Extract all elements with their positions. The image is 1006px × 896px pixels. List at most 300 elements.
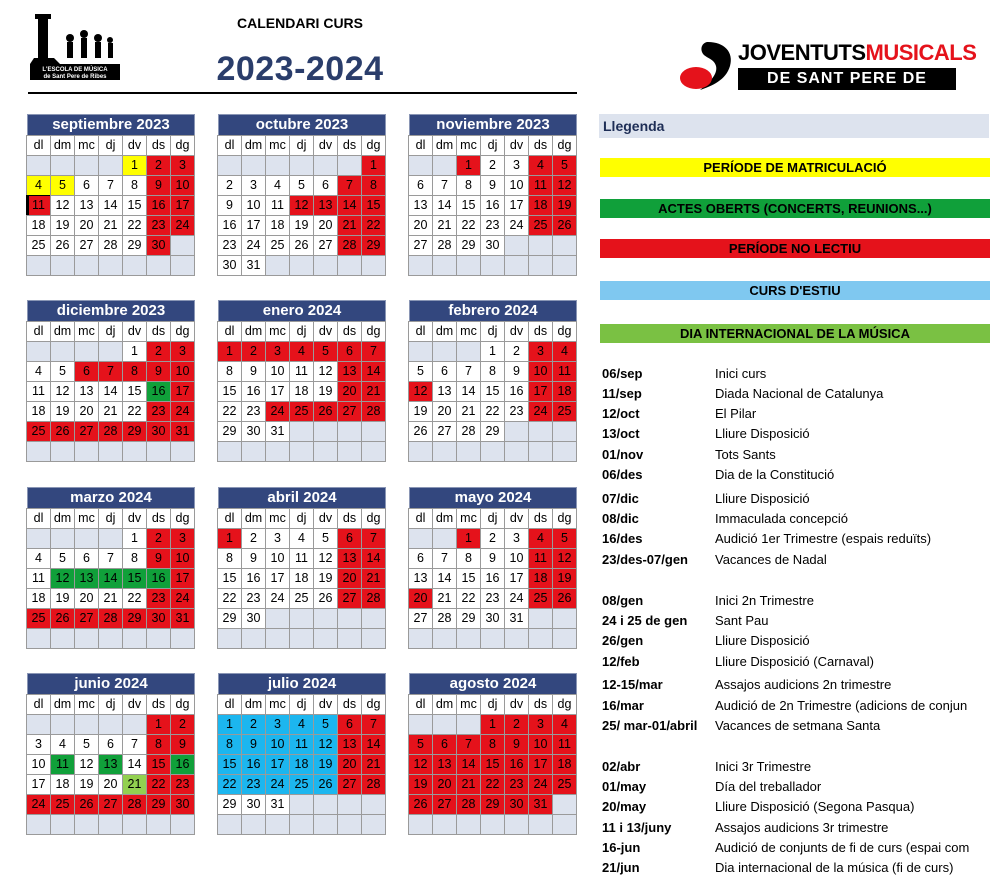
day-cell: 24 [26,794,51,815]
day-cell: 11 [528,175,553,196]
day-cell: 26 [552,588,577,609]
day-cell: 8 [217,548,242,569]
day-cell: 3 [170,155,195,176]
day-cell: 8 [122,548,147,569]
empty-cell [170,235,195,256]
day-cell: 22 [217,774,242,795]
empty-cell [50,155,75,176]
day-cell: 20 [74,401,99,422]
weekday-label: dl [408,321,433,342]
page-title: 2023-2024 [216,50,384,88]
empty-cell [265,814,290,835]
empty-cell [98,628,123,649]
day-cell: 5 [313,341,338,362]
empty-cell [361,441,386,462]
day-cell: 18 [552,754,577,775]
month-8 [409,487,577,649]
empty-cell [504,441,529,462]
empty-cell [408,441,433,462]
day-cell: 17 [265,381,290,402]
day-cell: 10 [26,754,51,775]
day-cell: 9 [480,175,505,196]
event-description: Inici 3r Trimestre [715,759,812,774]
day-cell: 12 [50,568,75,589]
day-cell: 21 [122,774,147,795]
empty-cell [361,421,386,442]
day-cell: 18 [26,401,51,422]
event-description: Lliure Disposició [715,491,810,506]
day-cell: 11 [289,548,314,569]
day-cell: 21 [98,401,123,422]
empty-cell [337,628,362,649]
weekday-label: mc [265,321,290,342]
day-cell: 3 [265,714,290,735]
day-cell: 15 [217,381,242,402]
empty-cell [528,441,553,462]
day-cell: 10 [504,548,529,569]
day-cell: 29 [480,794,505,815]
event-row [602,653,1002,671]
event-description: Lliure Disposició (Carnaval) [715,654,874,669]
day-cell: 26 [50,608,75,629]
day-cell: 10 [265,548,290,569]
day-cell: 24 [528,774,553,795]
weekday-label: dv [122,135,147,156]
day-cell: 25 [289,588,314,609]
day-cell: 20 [74,215,99,236]
event-date: 16/des [602,531,643,546]
day-cell: 14 [432,568,457,589]
day-cell: 3 [528,341,553,362]
day-cell: 7 [361,341,386,362]
event-description: Lliure Disposició [715,633,810,648]
day-cell: 24 [170,401,195,422]
day-cell: 25 [50,794,75,815]
empty-cell [50,255,75,276]
day-cell: 26 [408,421,433,442]
day-cell: 30 [504,794,529,815]
day-cell: 27 [74,608,99,629]
empty-cell [337,255,362,276]
day-cell: 21 [361,568,386,589]
empty-cell [528,235,553,256]
day-cell: 1 [217,528,242,549]
day-cell: 29 [361,235,386,256]
day-cell: 28 [122,794,147,815]
day-cell: 19 [552,195,577,216]
day-cell: 19 [408,774,433,795]
day-cell: 6 [408,175,433,196]
day-cell: 15 [480,381,505,402]
day-cell: 21 [361,754,386,775]
day-cell: 12 [74,754,99,775]
empty-cell [74,155,99,176]
empty-cell [50,714,75,735]
event-row [602,510,1002,528]
day-cell: 23 [241,401,266,422]
day-cell: 11 [26,195,51,216]
day-cell: 8 [361,175,386,196]
day-cell: 12 [50,381,75,402]
empty-cell [361,608,386,629]
empty-cell [170,814,195,835]
empty-cell [552,235,577,256]
month-title: abril 2024 [218,487,386,509]
day-cell: 14 [337,195,362,216]
weekday-label: dl [26,321,51,342]
event-date: 16-jun [602,840,641,855]
weekday-label: dv [122,321,147,342]
empty-cell [552,255,577,276]
weekday-label: ds [146,508,171,529]
empty-cell [313,441,338,462]
day-cell: 7 [98,361,123,382]
day-cell: 24 [265,588,290,609]
empty-cell [50,628,75,649]
day-cell: 4 [289,714,314,735]
event-description: Tots Sants [715,447,776,462]
day-cell: 9 [170,734,195,755]
weekday-label: mc [456,694,481,715]
day-cell: 13 [337,734,362,755]
empty-cell [50,814,75,835]
day-cell: 10 [265,734,290,755]
day-cell: 9 [504,734,529,755]
day-cell: 9 [217,195,242,216]
day-cell: 18 [50,774,75,795]
day-cell: 10 [170,175,195,196]
event-date: 26/gen [602,633,644,648]
day-cell: 3 [265,528,290,549]
empty-cell [480,255,505,276]
day-cell: 22 [122,215,147,236]
empty-cell [265,155,290,176]
day-cell: 23 [217,235,242,256]
empty-cell [528,421,553,442]
day-cell: 27 [98,794,123,815]
day-cell: 6 [74,361,99,382]
day-cell: 30 [480,235,505,256]
day-cell: 27 [432,794,457,815]
day-cell: 8 [217,734,242,755]
empty-cell [241,628,266,649]
month-days [218,322,386,462]
day-cell: 6 [337,528,362,549]
empty-cell [337,608,362,629]
day-cell: 22 [122,401,147,422]
empty-cell [98,155,123,176]
weekday-label: dg [552,321,577,342]
empty-cell [432,155,457,176]
empty-cell [528,255,553,276]
empty-cell [480,628,505,649]
empty-cell [408,628,433,649]
empty-cell [146,441,171,462]
day-cell: 21 [456,774,481,795]
weekday-label: dj [480,694,505,715]
weekday-label: dl [26,694,51,715]
day-cell: 15 [456,568,481,589]
weekday-label: ds [337,508,362,529]
day-cell: 2 [146,528,171,549]
month-title: junio 2024 [27,673,195,695]
event-description: Día del treballador [715,779,822,794]
month-days [409,322,577,462]
weekday-label: mc [456,508,481,529]
day-cell: 6 [432,361,457,382]
weekday-label: mc [74,694,99,715]
day-cell: 1 [146,714,171,735]
empty-cell [456,814,481,835]
day-cell: 25 [528,215,553,236]
event-description: Dia internacional de la música (fi de curs) [715,860,954,875]
weekday-label: ds [337,694,362,715]
day-cell: 30 [217,255,242,276]
day-cell: 18 [289,568,314,589]
empty-cell [50,341,75,362]
event-description: Audició 1er Trimestre (espais reduïts) [715,531,932,546]
empty-cell [74,255,99,276]
day-cell: 2 [480,528,505,549]
day-cell: 11 [289,734,314,755]
month-days [218,695,386,835]
day-cell: 22 [480,401,505,422]
day-cell: 5 [552,155,577,176]
event-date: 12/feb [602,654,640,669]
empty-cell [26,255,51,276]
day-cell: 30 [170,794,195,815]
event-date: 06/des [602,467,643,482]
day-cell: 7 [98,548,123,569]
day-cell: 22 [217,401,242,422]
day-cell: 6 [432,734,457,755]
weekday-label: dv [504,694,529,715]
empty-cell [456,714,481,735]
event-row [602,697,1002,715]
day-cell: 7 [361,714,386,735]
day-cell: 12 [408,754,433,775]
day-cell: 4 [528,155,553,176]
day-cell: 23 [146,588,171,609]
month-days [409,695,577,835]
weekday-label: dj [98,694,123,715]
month-10 [218,673,386,835]
day-cell: 5 [552,528,577,549]
weekday-label: dj [289,321,314,342]
day-cell: 9 [146,361,171,382]
day-cell: 8 [217,361,242,382]
event-description: Immaculada concepció [715,511,848,526]
empty-cell [337,155,362,176]
day-cell: 1 [480,341,505,362]
day-cell: 26 [289,235,314,256]
weekday-label: dm [241,508,266,529]
empty-cell [504,421,529,442]
day-cell: 13 [337,361,362,382]
event-row [602,717,1002,735]
weekday-label: mc [456,135,481,156]
day-cell: 17 [26,774,51,795]
day-cell: 16 [217,215,242,236]
day-cell: 23 [146,215,171,236]
day-cell: 20 [432,774,457,795]
day-cell: 17 [504,568,529,589]
day-cell: 25 [265,235,290,256]
day-cell: 3 [170,528,195,549]
weekday-label: dv [313,508,338,529]
day-cell: 14 [361,361,386,382]
month-1 [218,114,386,276]
day-cell: 9 [480,548,505,569]
empty-cell [98,341,123,362]
day-cell: 5 [74,734,99,755]
day-cell: 8 [456,175,481,196]
day-cell: 17 [528,754,553,775]
weekday-label: dg [170,694,195,715]
day-cell: 31 [170,608,195,629]
weekday-label: dl [408,508,433,529]
day-cell: 20 [408,215,433,236]
day-cell: 10 [528,734,553,755]
day-cell: 2 [146,155,171,176]
day-cell: 19 [408,401,433,422]
empty-cell [432,528,457,549]
month-days [27,509,195,649]
weekday-label: ds [528,694,553,715]
empty-cell [552,794,577,815]
empty-cell [552,814,577,835]
weekday-label: dg [552,508,577,529]
day-cell: 17 [504,195,529,216]
day-cell: 13 [74,568,99,589]
month-7 [218,487,386,649]
day-cell: 12 [313,361,338,382]
event-date: 16/mar [602,698,644,713]
day-cell: 22 [217,588,242,609]
day-cell: 14 [98,195,123,216]
weekday-label: dj [98,135,123,156]
day-cell: 16 [241,381,266,402]
day-cell: 27 [432,421,457,442]
day-cell: 26 [50,235,75,256]
event-date: 11/sep [602,386,642,401]
day-cell: 25 [552,401,577,422]
day-cell: 10 [170,548,195,569]
event-date: 06/sep [602,366,643,381]
day-cell: 1 [480,714,505,735]
month-2 [409,114,577,276]
weekday-label: dm [50,694,75,715]
day-cell: 28 [456,421,481,442]
weekday-label: dm [432,508,457,529]
event-date: 12-15/mar [602,677,663,692]
day-cell: 14 [98,568,123,589]
day-cell: 30 [241,794,266,815]
day-cell: 28 [337,235,362,256]
weekday-label: ds [528,135,553,156]
day-cell: 24 [504,215,529,236]
day-cell: 29 [122,235,147,256]
day-cell: 14 [456,381,481,402]
day-cell: 2 [170,714,195,735]
day-cell: 27 [74,421,99,442]
day-cell: 2 [217,175,242,196]
weekday-label: dv [313,135,338,156]
empty-cell [552,608,577,629]
day-cell: 18 [528,195,553,216]
day-cell: 11 [289,361,314,382]
day-cell: 3 [26,734,51,755]
day-cell: 22 [122,588,147,609]
day-cell: 11 [50,754,75,775]
day-cell: 19 [313,754,338,775]
empty-cell [98,714,123,735]
empty-cell [361,255,386,276]
weekday-label: dg [361,508,386,529]
empty-cell [313,794,338,815]
day-cell: 28 [432,235,457,256]
weekday-label: mc [265,135,290,156]
empty-cell [217,441,242,462]
empty-cell [408,528,433,549]
empty-cell [408,814,433,835]
day-cell: 16 [170,754,195,775]
day-cell: 24 [170,588,195,609]
day-cell: 19 [50,215,75,236]
day-cell: 27 [74,235,99,256]
empty-cell [480,441,505,462]
day-cell: 16 [504,754,529,775]
weekday-label: dg [170,321,195,342]
day-cell: 6 [408,548,433,569]
day-cell: 13 [432,754,457,775]
day-cell: 21 [432,215,457,236]
day-cell: 2 [504,714,529,735]
day-cell: 29 [480,421,505,442]
day-cell: 4 [289,341,314,362]
day-cell: 5 [289,175,314,196]
empty-cell [313,814,338,835]
weekday-label: dg [552,135,577,156]
day-cell: 29 [456,235,481,256]
title-divider [28,92,577,94]
day-cell: 31 [170,421,195,442]
month-title: diciembre 2023 [27,300,195,322]
day-cell: 25 [552,774,577,795]
weekday-label: dl [408,135,433,156]
day-cell: 14 [432,195,457,216]
weekday-label: ds [337,135,362,156]
day-cell: 25 [26,608,51,629]
day-cell: 20 [74,588,99,609]
weekday-label: dj [289,508,314,529]
day-cell: 27 [337,588,362,609]
day-cell: 23 [241,588,266,609]
day-cell: 12 [552,175,577,196]
event-date: 13/oct [602,426,640,441]
weekday-label: dj [289,135,314,156]
day-cell: 3 [241,175,266,196]
day-cell: 3 [504,528,529,549]
day-cell: 20 [98,774,123,795]
day-cell: 28 [361,588,386,609]
event-description: Lliure Disposició [715,426,810,441]
day-cell: 26 [552,215,577,236]
event-row [602,676,1002,694]
day-cell: 13 [74,381,99,402]
empty-cell [408,714,433,735]
weekday-label: ds [146,135,171,156]
